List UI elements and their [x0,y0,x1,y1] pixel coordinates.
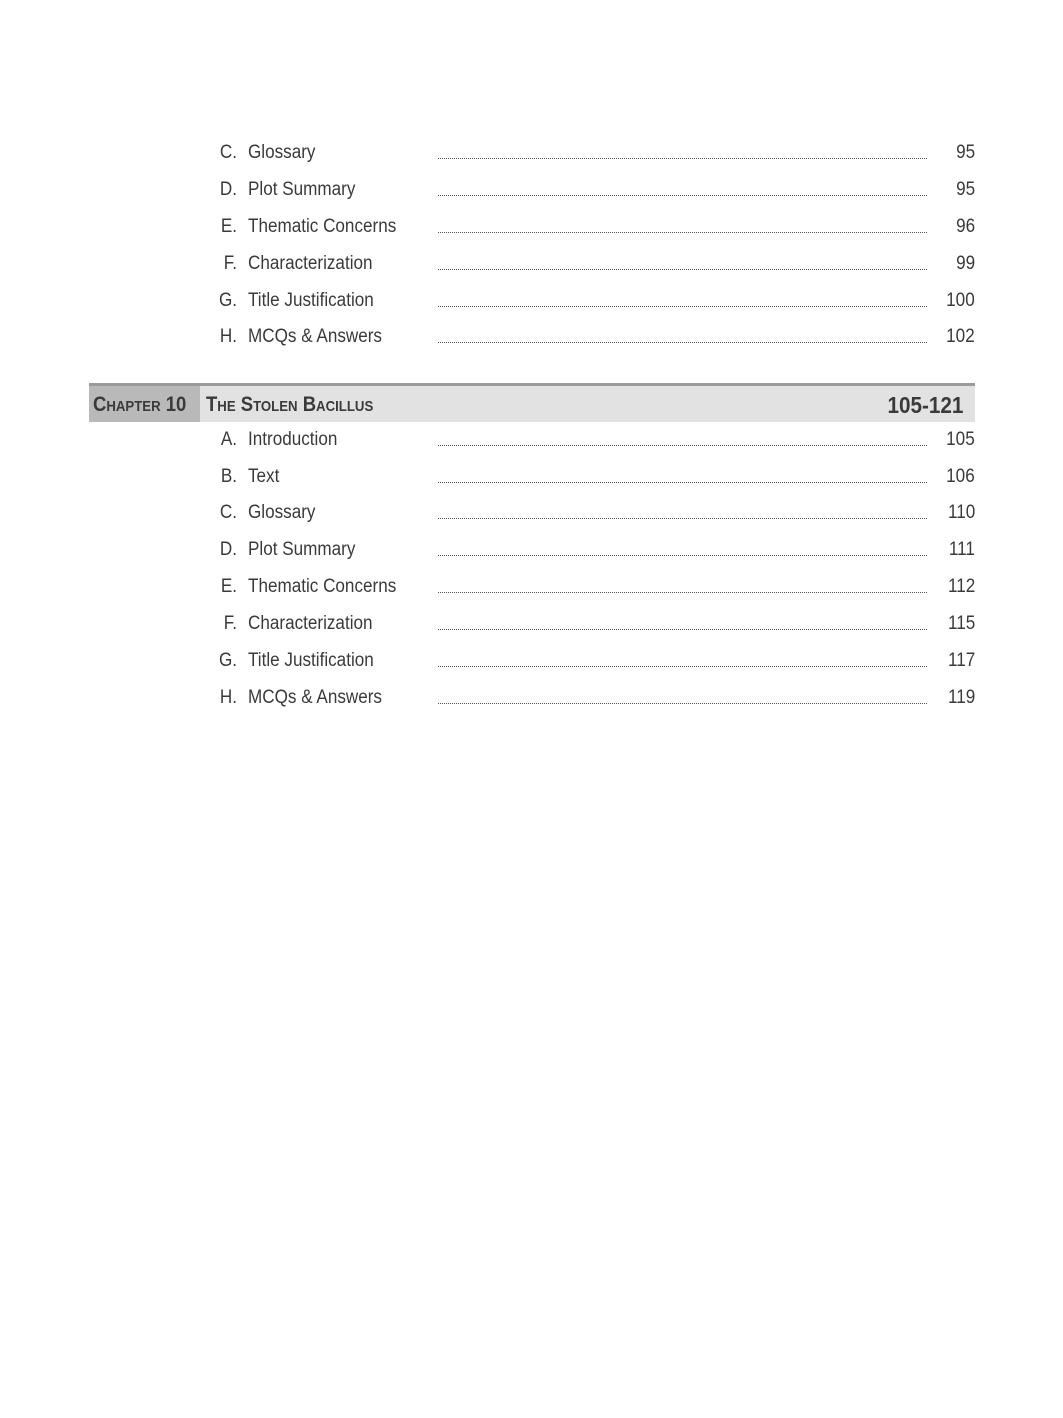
toc-entry-title: Introduction [248,429,338,450]
toc-entry [0,682,1063,719]
toc-entry-title: Thematic Concerns [248,576,397,597]
toc-entry [0,285,1063,322]
toc-entry-title: Glossary [248,142,316,163]
toc-entry-page: 96 [955,216,975,237]
toc-entry [0,497,1063,534]
toc-entry-title: Characterization [248,613,373,634]
toc-entry-letter: F. [223,253,237,274]
toc-entry-title: MCQs & Answers [248,687,382,708]
toc-entry-page: 110 [947,502,975,523]
toc-entry-letter: D. [219,539,237,560]
toc-entry-page: 100 [946,290,975,311]
toc-entry-letter: F. [223,613,237,634]
toc-entry-letter: A. [220,429,237,450]
toc-entry-title: Thematic Concerns [248,216,397,237]
dot-leader [438,629,927,630]
toc-entry-title: Plot Summary [248,179,356,200]
toc-entry-page: 95 [955,179,975,200]
chapter-title-box [200,386,975,422]
toc-entry [0,608,1063,645]
chapter-header [89,383,975,422]
toc-entry-title: Characterization [248,253,373,274]
toc-entry-title: Plot Summary [248,539,356,560]
toc-entry-letter: B. [220,466,237,487]
dot-leader [438,158,927,159]
toc-entry [0,137,1063,174]
toc-entry [0,211,1063,248]
dot-leader [438,269,927,270]
toc-entry-letter: C. [219,502,237,523]
dot-leader [438,342,927,343]
dot-leader [438,703,927,704]
toc-entry-page: 95 [955,142,975,163]
dot-leader [438,482,927,483]
dot-leader [438,232,927,233]
toc-entry [0,321,1063,358]
toc-entry-page: 111 [948,539,975,560]
toc-entry-page: 99 [955,253,975,274]
chapter-page-range: 105-121 [887,392,963,418]
toc-entry [0,571,1063,608]
dot-leader [438,555,927,556]
toc-entry [0,461,1063,498]
toc-entry-title: Text [248,466,280,487]
toc-entry-page: 105 [946,429,975,450]
toc-entry [0,645,1063,682]
toc-entry-page: 112 [947,576,975,597]
toc-entry-letter: G. [218,650,237,671]
toc-entry-title: MCQs & Answers [248,326,382,347]
toc-entry [0,174,1063,211]
toc-entry-letter: C. [219,142,237,163]
toc-entry-letter: G. [218,290,237,311]
dot-leader [438,306,927,307]
dot-leader [438,445,927,446]
chapter-label-box [89,386,200,422]
toc-entry-page: 117 [947,650,975,671]
toc-entry-letter: H. [219,326,237,347]
dot-leader [438,195,927,196]
toc-entry-title: Glossary [248,502,316,523]
toc-entry-letter: E. [220,216,237,237]
toc-entry-page: 102 [946,326,975,347]
toc-entry-page: 115 [947,613,975,634]
toc-entry-title: Title Justification [248,650,374,671]
toc-entry [0,424,1063,461]
toc-entry-letter: H. [219,687,237,708]
toc-entry-letter: D. [219,179,237,200]
toc-entry [0,248,1063,285]
toc-entry-title: Title Justification [248,290,374,311]
toc-entry-page: 119 [947,687,975,708]
chapter-number: Chapter 10 [93,393,187,416]
toc-entry-page: 106 [946,466,975,487]
dot-leader [438,592,927,593]
dot-leader [438,666,927,667]
toc-entry [0,534,1063,571]
dot-leader [438,518,927,519]
toc-entry-letter: E. [220,576,237,597]
chapter-title: The Stolen Bacillus [206,393,374,416]
